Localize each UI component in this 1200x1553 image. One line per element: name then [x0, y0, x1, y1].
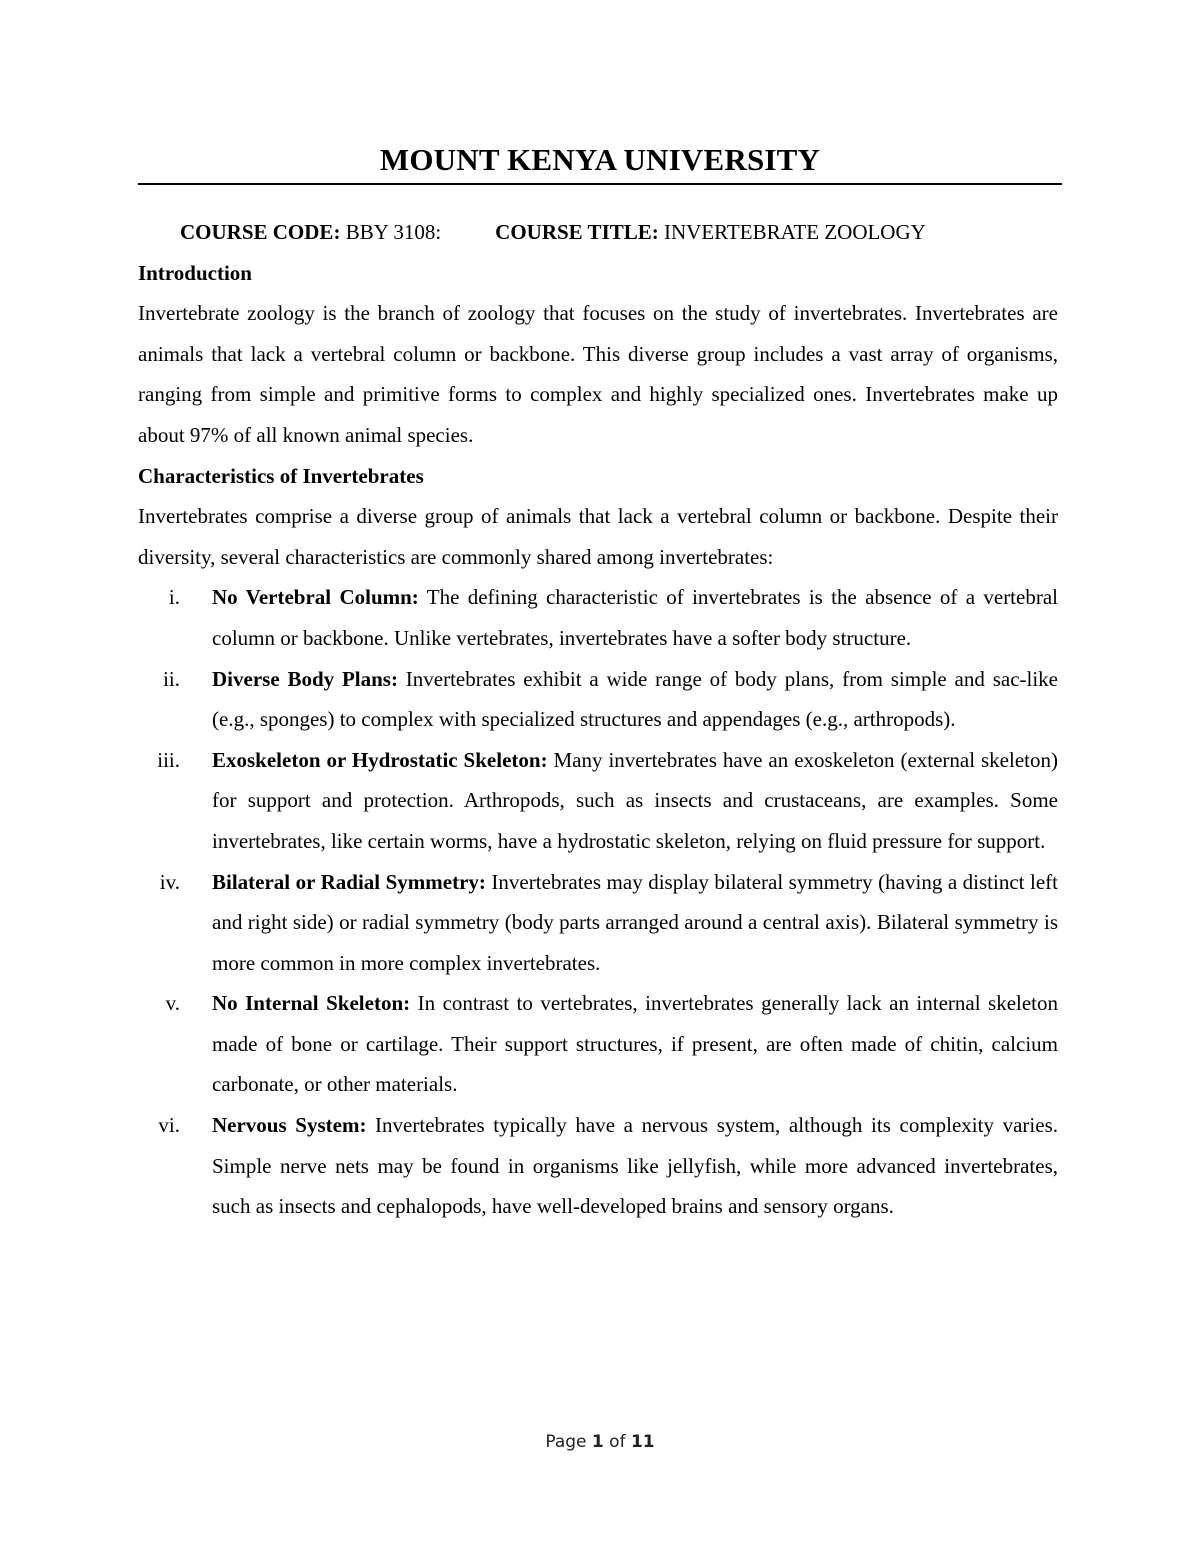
list-item-text: The defining characteristic of invertebrates is the absence of a vertebral column or backbone. Unlike vertebrates, invertebrates have a softer body structure. — [212, 585, 1058, 650]
course-code-label: COURSE CODE: — [180, 220, 341, 244]
introduction-heading: Introduction — [138, 260, 252, 285]
title-divider — [138, 183, 1062, 185]
characteristics-intro-paragraph: Invertebrates comprise a diverse group of animals that lack a vertebral column or backbone. Despite their diversity, several characteristics are commonly shared among invertebrates: — [138, 504, 1058, 569]
list-item-text: Invertebrates typically have a nervous system, although its complexity varies. Simple nerve nets may be found in organisms like jellyfish, while more advanced invertebrates, such as insects and cephalopods, have well-developed brains and sensory organs. — [212, 1113, 1058, 1219]
document-body — [138, 212, 1058, 1227]
page-current-number: 1 — [591, 1432, 604, 1452]
list-item-term: No Vertebral Column: — [212, 585, 419, 610]
list-item-number: iv. — [159, 869, 180, 894]
list-item-term: No Internal Skeleton: — [212, 991, 411, 1016]
list-item — [138, 1105, 1058, 1227]
list-item — [138, 862, 1058, 984]
course-title-value: INVERTEBRATE ZOOLOGY — [658, 220, 926, 244]
list-item-text: Many invertebrates have an exoskeleton (external skeleton) for support and protection. Arthropods, such as insects and crustaceans, are examples. Some invertebrates, like certain worms, have a hydrostatic skeleton, relying on fluid pressure for support. — [212, 747, 1058, 853]
list-item-term: Nervous System: — [212, 1113, 367, 1138]
list-item-number: vi. — [158, 1113, 180, 1138]
list-item-term: Diverse Body Plans: — [212, 666, 398, 691]
page-of-label: of — [603, 1432, 631, 1452]
list-item-number: iii. — [157, 747, 180, 772]
list-item-number: v. — [165, 991, 180, 1016]
page-label: Page — [545, 1432, 592, 1452]
list-item — [138, 740, 1058, 862]
list-item-number: i. — [168, 585, 180, 610]
characteristics-list — [138, 577, 1058, 1227]
page-title: MOUNT KENYA UNIVERSITY — [379, 142, 821, 177]
list-item — [138, 983, 1058, 1105]
list-item-text: Invertebrates exhibit a wide range of body plans, from simple and sac-like (e.g., sponges) to complex with specialized structures and appendages (e.g., arthropods). — [212, 666, 1058, 732]
page-footer — [0, 1432, 1200, 1452]
introduction-paragraph: Invertebrate zoology is the branch of zoology that focuses on the study of invertebrates. Invertebrates are animals that lack a vertebral column or backbone. This diverse group includes a vast array of organisms, ranging from simple and primitive forms to complex and highly specialized ones. Invertebrates make up about 97% of all known animal species. — [138, 301, 1058, 447]
course-info-line — [138, 212, 1058, 253]
characteristics-heading: Characteristics of Invertebrates — [138, 463, 424, 488]
page-total-number: 11 — [630, 1432, 655, 1452]
list-item-term: Exoskeleton or Hydrostatic Skeleton: — [212, 747, 548, 772]
list-item-term: Bilateral or Radial Symmetry: — [212, 869, 486, 894]
course-title-label: COURSE TITLE: — [495, 220, 659, 244]
list-item — [138, 577, 1058, 658]
list-item-number: ii. — [163, 666, 180, 691]
list-item-text: In contrast to vertebrates, invertebrates generally lack an internal skeleton made of bone or cartilage. Their support structures, if present, are often made of chitin, calcium carbonate, or other materials. — [212, 991, 1059, 1097]
list-item — [138, 659, 1058, 740]
list-item-text: Invertebrates may display bilateral symmetry (having a distinct left and right side) or radial symmetry (body parts arranged around a central axis). Bilateral symmetry is more common in more complex invertebrates. — [212, 869, 1058, 975]
course-code-value: BBY 3108: — [340, 220, 442, 244]
